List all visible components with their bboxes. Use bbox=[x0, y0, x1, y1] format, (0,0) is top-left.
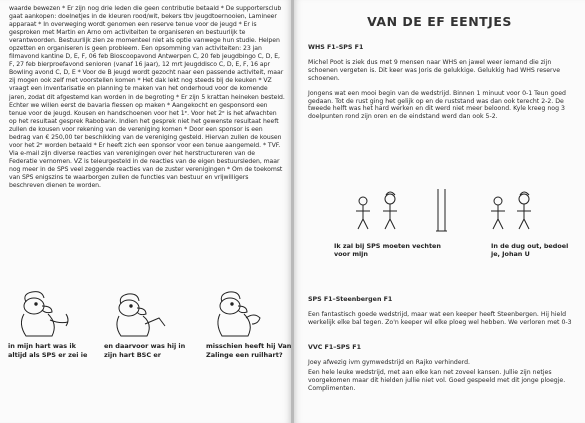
match-report-vvc bbox=[308, 344, 578, 400]
page-title: VAN DE EF EENTJES bbox=[367, 14, 512, 29]
meeting-notes-text bbox=[9, 5, 285, 190]
cartoon-panel-2 bbox=[103, 284, 191, 342]
cartoon-caption-1: in mijn hart was ik altijd als SPS er zei ie bbox=[8, 342, 88, 359]
cartoon-panel-1 bbox=[6, 284, 94, 342]
cartoon-figure-icon bbox=[6, 284, 94, 342]
match-heading: VVC F1–SPS F1 bbox=[308, 344, 361, 351]
cartoon-panel-3 bbox=[200, 284, 288, 342]
notes-paragraph: waarde bewezen * Er zijn nog drie leden die geen contributie betaald * De supportersclub gaat aankopen: doelnetjes in de kleuren rood/wit, bekers tbv jeugdtoernooien, Lamineer apparaat * In overweging wordt genomen een reserve tenue voor de jeugd * Er is gesproken met Martin en Arno om activiteiten te organiseren en bestuurlijk te verantwoorden. Bestuurlijk zien ze momenteel niet als optie vanwege hun studie. Helpen opzetten en organiseren is geen probleem. Een opsomming van activiteiten: 23 jan filmavond kantine D, E, F, 06 feb Bioscoopavond Antwerpen C, 20 feb jeugdbingo C, D, E, F, 27 feb bierproefavond senioren (vanaf 16 jaar), 12 mrt Jeugddisco C, D, E, F, 16 apr Bowling avond C, D, E * Voor de B jeugd wordt gezocht naar een passende activiteit, maar zij mogen ook zelf met voorstellen komen * Het dak lekt nog steeds bij de keuken * VZ vraagt een inventarisatie en planning te maken van het onderhoud voor de komende jaren, zodat dit afgestemd kan worden in de begroting * Er zijn 5 krattan heineken besteld. Echter we willen eerst de bavaria flessen op maken * Aangekocht en gesponsord een tenue voor de jeugd. Kousen en handschoenen voor het 1ᵉ. Voor het 2ᵉ is het afwachten op het resultaat gesprek Rabobank. Indien het gesprek niet het gewenste resultaat heeft zullen de kousen voor rekening van de vereniging komen * Door een sponsor is een bedrag van € 250,00 ter beschikking van de vereniging gesteld. Hiervan zullen de kousen voor het 2ᵉ worden betaald * Er heeft zich een sponsor voor een tenue aangemeld. * TVF. Via e-mail zijn diverse reacties van verenigingen over het herstructureren van de Federatie vernomen. VZ is teleurgesteld in de reacties van de eigen bestuursleden, maar nog meer in de SPS veel zeggende reacties van de zuster verenigingen * Om de toekomst van SPS enigszins te waarborgen zullen de functies van bestuur en vrijwilligers beschreven dienen te worden. bbox=[9, 5, 285, 190]
cartoon-caption-2: en daarvoor was hij in zijn hart BSC er bbox=[104, 342, 186, 359]
right-cartoon bbox=[308, 185, 578, 235]
cartoon-caption-3: misschien heeft hij Van Zalinge een ruilhart? bbox=[206, 342, 291, 359]
left-page bbox=[0, 0, 291, 423]
match-heading: WHS F1–SPS F1 bbox=[308, 44, 364, 51]
match-report-whs bbox=[308, 44, 578, 128]
match-paragraph: Een hele leuke wedstrijd, met aan elke kan net zoveel kansen. Jullie zijn netjes voorgekomen maar dit hielden jullie niet vol. Goed gespeeld met dit jonge ploegje. Complimenten. bbox=[308, 368, 566, 392]
right-cartoon-caption-1: Ik zal bij SPS moeten vechten voor mijn bbox=[334, 242, 441, 259]
cartoon-figure-icon bbox=[200, 284, 288, 342]
match-paragraph: Een fantastisch goede wedstrijd, maar wat een keeper heeft Steenbergen. Hij hield werkelijk elke bal tegen. Zo'n keeper wil elke ploeg wel hebben. We verloren met 0-3 bbox=[308, 310, 572, 326]
cartoon-figure-icon bbox=[103, 284, 191, 342]
match-paragraph: Michel Poot is ziek dus met 9 mensen naar WHS en jawel weer iemand die zijn schoenen vergeten is. Dit keer was Joris de gelukkige. Gelukkig had WHS reserve schoenen. bbox=[308, 58, 561, 82]
match-heading: SPS F1–Steenbergen F1 bbox=[308, 296, 393, 303]
right-cartoon-caption-2: In de dug out, bedoel je, Johan U bbox=[491, 242, 569, 259]
cartoon-strip bbox=[6, 284, 288, 342]
match-paragraph: Jongens wat een mooi begin van de wedstrijd. Binnen 1 minuut voor 0-1 Teun goed gedaan. Tot de rust ging het gelijk op en de ruststand was dan ook terecht 2-2. De tweede helft was het hard werken en dit werd niet meer beloond. Kyle kreeg nog 3 doelpunten rond zijn oren en de eindstand werd dan ook 5-2. bbox=[308, 89, 566, 121]
match-report-steenbergen bbox=[308, 296, 578, 334]
right-page bbox=[294, 0, 585, 423]
cartoon-figure-icon bbox=[308, 185, 578, 235]
match-paragraph: Joey afwezig ivm gymwedstrijd en Rajko verhinderd. bbox=[308, 358, 470, 366]
